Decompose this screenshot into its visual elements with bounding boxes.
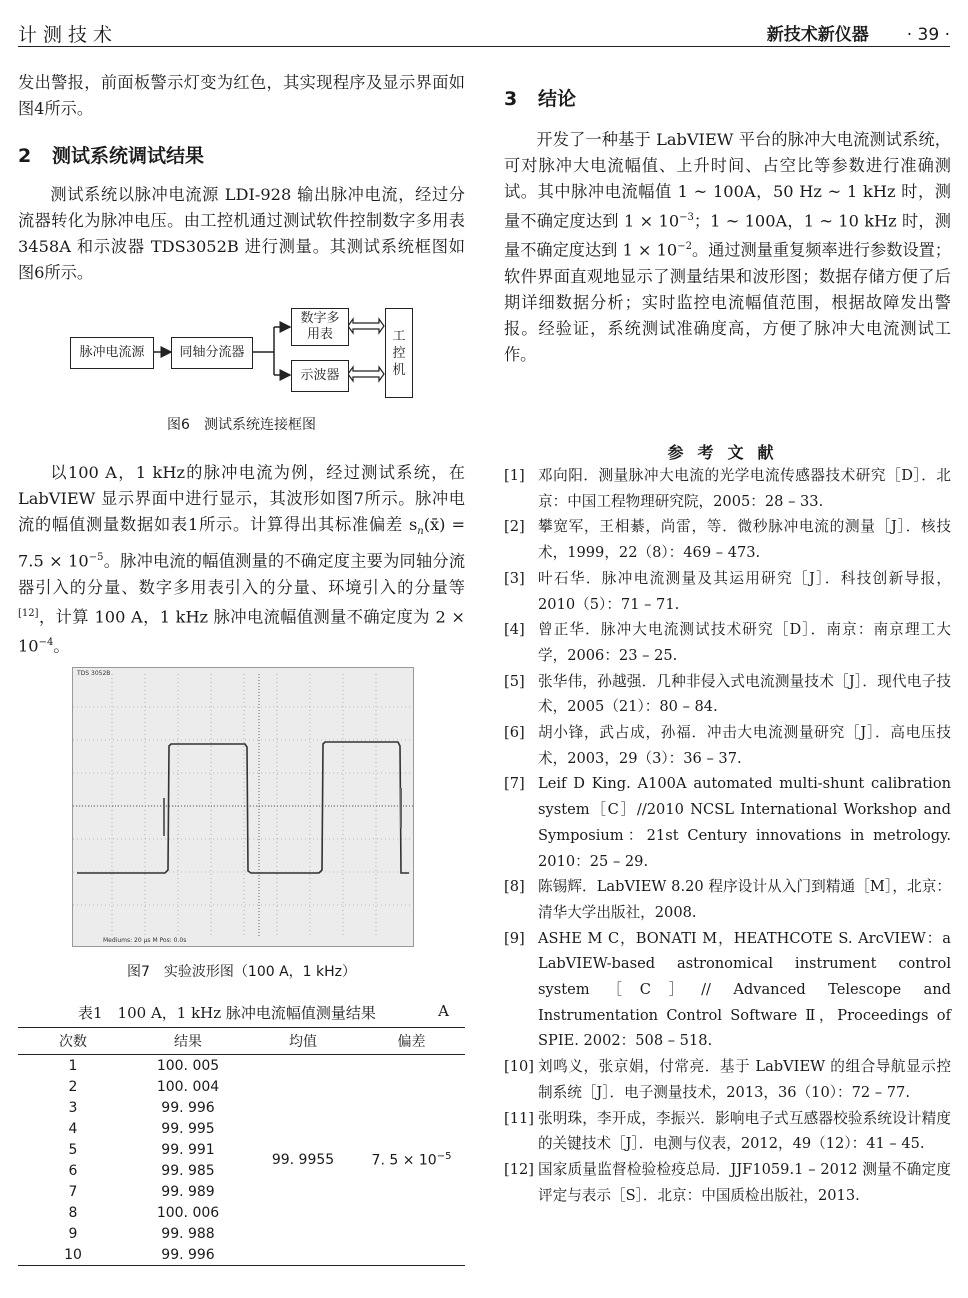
reference-item	[504, 669, 951, 720]
cell-count: 7	[68, 1183, 78, 1200]
section-label: 新技术新仪器	[766, 25, 869, 45]
cell-result: 99. 985	[161, 1162, 215, 1179]
reference-text: 叶石华．脉冲电流测量及其运用研究［J］．科技创新导报，2010（5）：71 – 71.	[538, 569, 951, 613]
scope-model-label: TDS 3052B	[77, 670, 111, 677]
para2-subscript: n	[417, 526, 424, 538]
table-1-caption: 表1 100 A，1 kHz 脉冲电流幅值测量结果	[78, 1004, 376, 1022]
coaxial-shunt-box: 同轴分流器	[171, 337, 253, 369]
left-intro	[18, 70, 465, 122]
reference-item	[504, 926, 951, 1055]
reference-text: 国家质量监督检验检疫总局．JJF1059.1 – 2012 测量不确定度评定与表示［S］．北京：中国质检出版社，2013.	[538, 1160, 951, 1204]
reference-text: ASHE M C，BONATI M，HEATHCOTE S. ArcVIEW：a LabVIEW-based astronomical instrument control system［C］// Advanced Telescope and Instrumentation Control Software Ⅱ，Proceedings of SPIE. 2002：508 – 518.	[538, 929, 951, 1050]
page-number: · 39 ·	[906, 25, 950, 45]
reference-text: 刘鸣义，张京娟，付常亮．基于 LabVIEW 的组合导航显示控制系统［J］．电子测量技术，2013，36（10）：72 – 77.	[538, 1058, 951, 1101]
reference-number: [7]	[504, 775, 525, 793]
reference-number: [2]	[504, 518, 525, 536]
cell-mean: 99. 9955	[248, 1055, 358, 1266]
conclusion-part-a: 开发了一种基于 LabVIEW 平台的脉冲大电流测试系统，可对脉冲大电流幅值、上升时间、占空比等参数进行准确测试。其中脉冲电流幅值 1 ~ 100A，50 Hz ~ 1 kHz 时，测量不确定度达到 1 × 10	[504, 130, 951, 231]
table-1	[18, 1027, 465, 1266]
figure-7-caption: 图7 实验波形图（100 A，1 kHz）	[127, 964, 356, 980]
conclusion-part-c: 。通过测量重复频率进行参数设置；软件界面直观地显示了测量结果和波形图；数据存储方便了后期详细数据分析；实时监控电流幅值范围，根据故障发出警报。经验证，系统测试准确度高，方便了脉冲大电流测试工作。	[504, 240, 952, 364]
trace-spike-1	[163, 798, 165, 836]
para2-part-b: (x̄) = 7.5 × 10	[18, 515, 466, 571]
section-2-title: 测试系统调试结果	[52, 145, 205, 167]
reference-number: [5]	[504, 672, 525, 690]
cell-count: 10	[18, 1244, 128, 1266]
reference-text: 陈锡辉．LabVIEW 8.20 程序设计从入门到精通［M］，北京：清华大学出版社，2008.	[538, 878, 951, 921]
para2-part-a: 以100 A，1 kHz的脉冲电流为例，经过测试系统，在 LabVIEW 显示界面中进行显示，其波形如图7所示。脉冲电流的幅值测量数据如表1所示。计算得出其标准偏差 s	[18, 463, 465, 534]
references-list	[504, 463, 951, 1208]
section-3-title: 结论	[538, 88, 577, 110]
reference-item	[504, 1054, 951, 1105]
reference-number: [4]	[504, 621, 525, 639]
col-header-count: 次数	[18, 1028, 128, 1055]
table-1-grid	[18, 1027, 465, 1266]
reference-item	[504, 771, 951, 874]
reference-text: 攀宽军，王相綦，尚雷，等．微秒脉冲电流的测量［J］．核技术，1999，22（8）：469 – 473.	[538, 518, 951, 562]
section-2-heading	[18, 141, 204, 168]
reference-text: Leif D King. A100A automated multi-shunt calibration system［C］//2010 NCSL International Workshop and Symposium：21st Century innovations in metrology. 2010：25 – 29.	[538, 775, 951, 870]
cell-count: 2	[68, 1078, 78, 1095]
conclusion-part-b: ；1 ~ 100A，1 ~ 10 kHz 时，测量不确定度达到 1 × 10	[504, 211, 951, 260]
ipc-box: 工 控 机	[385, 308, 413, 398]
reference-number: [10]	[504, 1058, 534, 1076]
cell-count: 4	[68, 1120, 78, 1137]
section-name	[767, 20, 950, 45]
cell-result: 99. 991	[161, 1141, 215, 1158]
para2-exponent: −5	[88, 552, 104, 564]
deviation-base: 7. 5 × 10	[371, 1152, 437, 1169]
cell-result: 99. 995	[161, 1120, 215, 1137]
cell-result: 99. 996	[161, 1099, 215, 1116]
cell-count: 8	[68, 1204, 78, 1221]
reference-number: [6]	[504, 724, 525, 742]
cell-count: 5	[68, 1141, 78, 1158]
cell-result: 99. 989	[161, 1183, 215, 1200]
conclusion-body	[504, 127, 951, 368]
cell-result: 100. 004	[156, 1078, 220, 1095]
pulse-trace	[77, 742, 409, 873]
para2-citation: [12]	[18, 607, 39, 619]
reference-number: [8]	[504, 878, 525, 896]
reference-item	[504, 874, 951, 925]
reference-text: 张华伟，孙越强．几种非侵入式电流测量技术［J］．现代电子技术，2005（21）：80 – 84.	[538, 672, 951, 716]
reference-item	[504, 617, 951, 668]
cell-result: 99. 996	[128, 1244, 248, 1266]
section-3-heading	[504, 84, 576, 111]
reference-number: [12]	[504, 1160, 534, 1178]
oscilloscope-box: 示波器	[291, 360, 349, 392]
reference-number: [11]	[504, 1109, 534, 1127]
deviation-exponent: −5	[436, 1151, 452, 1163]
reference-item	[504, 566, 951, 617]
reference-item	[504, 514, 951, 565]
figure-6-diagram	[70, 305, 415, 401]
cell-result: 100. 005	[156, 1057, 220, 1074]
conclusion-exp-2: −2	[677, 241, 692, 253]
figure-6-caption: 图6 测试系统连接框图	[167, 417, 316, 433]
references-heading: 参考文献	[667, 443, 788, 462]
reference-number: [1]	[504, 467, 525, 484]
section-2-number: 2	[18, 145, 32, 167]
figure-7-waveform	[72, 667, 414, 947]
reference-item	[504, 1157, 951, 1208]
reference-text: 曾正华．脉冲大电流测试技术研究［D］．南京：南京理工大学，2006：23 – 25.	[538, 621, 951, 664]
dmm-box: 数字多 用表	[291, 308, 349, 346]
cell-count: 1	[68, 1057, 78, 1074]
col-header-result: 结果	[128, 1028, 248, 1055]
table-header-row	[18, 1028, 465, 1055]
col-header-mean: 均值	[248, 1028, 358, 1055]
reference-number: [9]	[504, 929, 525, 947]
pulse-source-box: 脉冲电流源	[70, 337, 154, 369]
para2-part-c: 。脉冲电流的幅值测量的不确定度主要为同轴分流器引入的分量、数字多用表引入的分量、环境引入的分量等	[18, 551, 466, 597]
col-header-deviation: 偏差	[358, 1028, 465, 1055]
paragraph-waveform	[18, 460, 465, 659]
para2-exponent-2: −4	[38, 637, 54, 649]
reference-item	[504, 463, 951, 514]
table-1-unit: A	[438, 1002, 449, 1020]
para2-part-e: 。	[53, 636, 70, 656]
trace-spike-2	[400, 788, 402, 828]
cell-count: 9	[68, 1225, 78, 1242]
scope-status-bar: Mediums: 20 µs M Pos: 0.0s	[103, 937, 187, 944]
para2-part-d: ，计算 100 A，1 kHz 脉冲电流幅值测量不确定度为 2 × 10	[18, 607, 465, 656]
cell-count: 6	[68, 1162, 78, 1179]
reference-item	[504, 1106, 951, 1157]
cell-result: 100. 006	[156, 1204, 220, 1221]
running-header	[18, 18, 950, 47]
scope-ipc-link	[348, 367, 384, 381]
cell-result: 99. 988	[161, 1225, 215, 1242]
intro-paragraph: 发出警报，前面板警示灯变为红色，其实现程序及显示界面如图4所示。	[18, 73, 465, 118]
paragraph-test-system: 测试系统以脉冲电流源 LDI-928 输出脉冲电流，经过分流器转化为脉冲电压。由工控机通过测试软件控制数字多用表 3458A 和示波器 TDS3052B 进行测量。其测试系统框图如图6所示。	[18, 185, 465, 282]
journal-name: 计测技术	[18, 24, 119, 46]
section-2-body	[18, 182, 465, 286]
table-row	[18, 1055, 465, 1077]
reference-text: 胡小锋，武占成，孙福．冲击大电流测量研究［J］．高电压技术，2003，29（3）：36 – 37.	[538, 724, 951, 767]
reference-number: [3]	[504, 569, 525, 587]
reference-item	[504, 720, 951, 771]
section-3-number: 3	[504, 88, 518, 110]
reference-text: 邓向阳．测量脉冲大电流的光学电流传感器技术研究［D］．北京：中国工程物理研究院，2005：28 – 33.	[538, 467, 951, 510]
cell-deviation	[358, 1055, 465, 1266]
conclusion-exp-1: −3	[679, 212, 694, 223]
cell-count: 3	[68, 1099, 78, 1116]
waveform-plot	[73, 668, 413, 946]
reference-text: 张明珠，李开成，李振兴．影响电子式互感器校验系统设计精度的关键技术［J］．电测与仪表，2012，49（12）：41 – 45.	[538, 1109, 951, 1153]
dmm-ipc-link	[348, 319, 384, 333]
